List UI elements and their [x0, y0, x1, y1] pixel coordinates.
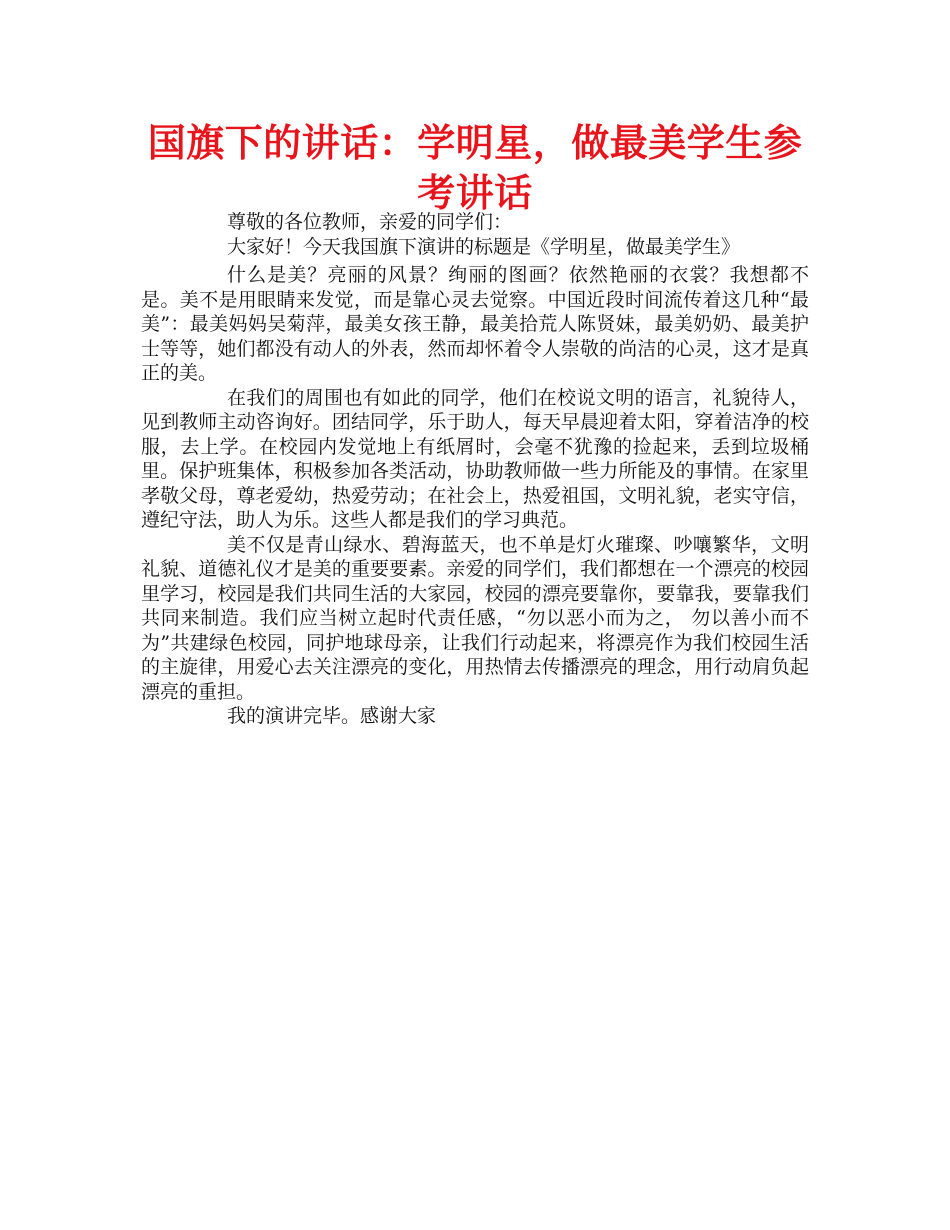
document-body: [141, 210, 809, 729]
classmates-example-paragraph: 在我们的周围也有如此的同学，他们在校说文明的语言，礼貌待人，见到教师主动咨询好。团结同学，乐于助人，每天早晨迎着太阳，穿着洁净的校服，去上学。在校园内发觉地上有纸屑时，会毫不犹豫的捡起来，丢到垃圾桶里。保护班集体，积极参加各类活动，协助教师做一些力所能及的事情。在家里孝敬父母，尊老爱幼，热爱劳动；在社会上，热爱祖国，文明礼貌，老实守信，遵纪守法，助人为乐。这些人都是我们的学习典范。: [141, 386, 809, 531]
document-title: 国旗下的讲话：学明星，做最美学生参考讲话: [147, 121, 803, 215]
beauty-definition-paragraph: 什么是美？亮丽的风景？绚丽的图画？依然艳丽的衣裳？我想都不是。美不是用眼睛来发觉，而是靠心灵去觉察。中国近段时间流传着这几种“最美”：最美妈妈吴菊萍，最美女孩王静，最美拾荒人陈贤妹，最美奶奶、最美护士等等，她们都没有动人的外表，然而却怀着令人崇敬的尚洁的心灵，这才是真正的美。: [141, 264, 809, 384]
closing-paragraph: 我的演讲完毕。感谢大家: [227, 705, 437, 727]
intro-paragraph: 大家好！今天我国旗下演讲的标题是《学明星，做最美学生》: [227, 235, 741, 258]
campus-beauty-paragraph: 美不仅是青山绿水、碧海蓝天，也不单是灯火璀璨、吵嚷繁华，文明礼貌、道德礼仪才是美的重要要素。亲爱的同学们，我们都想在一个漂亮的校园里学习，校园是我们共同生活的大家园，校园的漂亮要靠你，要靠我，要靠我们共同来制造。我们应当树立起时代责任感，“勿以恶小而为之， 勿以善小而不为”共建绿色校园，同护地球母亲，让我们行动起来，将漂亮作为我们校园生活的主旋律，用爱心去关注漂亮的变化，用热情去传播漂亮的理念，用行动肩负起漂亮的重担。: [141, 533, 809, 703]
greeting-paragraph: 尊敬的各位教师，亲爱的同学们：: [227, 211, 513, 233]
